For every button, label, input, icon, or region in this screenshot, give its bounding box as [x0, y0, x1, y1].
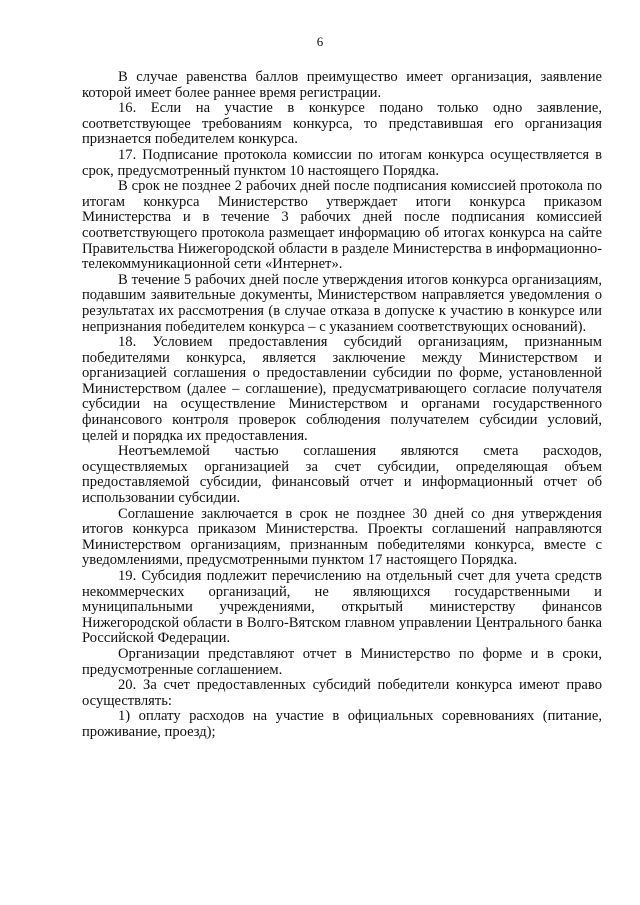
paragraph-agreement-term: Соглашение заключается в срок не позднее 30 дней со дня утверждения итогов конкурса приказом Министерства. Проекты соглашений направляются Министерством организациям, признанным победителями конкурса, вместе с уведомлениями, предусмотренными пунктом 17 настоящего Порядка. — [82, 505, 602, 569]
paragraph-17: 17. Подписание протокола комиссии по итогам конкурса осуществляется в срок, предусмотренный пунктом 10 настоящего Порядка. — [82, 146, 602, 179]
document-body — [82, 70, 602, 741]
paragraph-reports: Организации представляют отчет в Министерство по форме и в сроки, предусмотренные соглашением. — [82, 645, 602, 678]
paragraph-notifications: В течение 5 рабочих дней после утверждения итогов конкурса организациям, подавшим заявительные документы, Министерством направляется уведомления о результатах их рассмотрения (в случае отказа в допуске к участию в конкурсе или непризнания победителем конкурса – с указанием соответствующих оснований). — [82, 271, 602, 335]
paragraph-20: 20. За счет предоставленных субсидий победители конкурса имеют право осуществлять: — [82, 677, 602, 709]
paragraph-19: 19. Субсидия подлежит перечислению на отдельный счет для учета средств некоммерческих организаций, не являющихся государственными и муниципальными учреждениями, открытый министерству финансов Нижегородской области в Волго-Вятском главном управлении Центрального банка Российской Федерации. — [82, 568, 602, 647]
paragraph-16: 16. Если на участие в конкурсе подано только одно заявление, соответствующее требованиям конкурса, то представившая его организация признается победителем конкурса. — [82, 100, 602, 148]
paragraph-tie-rule: В случае равенства баллов преимущество имеет организация, заявление которой имеет более раннее время регистрации. — [82, 69, 602, 101]
paragraph-results-approval: В срок не позднее 2 рабочих дней после подписания комиссией протокола по итогам конкурса Министерство утверждает итоги конкурса приказом Министерства и в течение 3 рабочих дней после подписания комиссией соответствующего протокола размещает информацию об итогах конкурса на сайте Правительства Нижегородской области в разделе Министерства в информационно-телекоммуникационной сети «Интернет». — [82, 178, 602, 273]
paragraph-20-item-1: 1) оплату расходов на участие в официальных соревнованиях (питание, проживание, проезд); — [82, 708, 602, 740]
paragraph-18: 18. Условием предоставления субсидий организациям, признанным победителями конкурса, является заключение между Министерством и организацией соглашения о предоставлении субсидии по форме, установленной Министерством (далее – соглашение), предусматривающего согласие получателя субсидии на осуществление Министерством и органами государственного финансового контроля проверок соблюдения получателем субсидии условий, целей и порядка их предоставления. — [82, 334, 602, 444]
paragraph-agreement-parts: Неотъемлемой частью соглашения являются смета расходов, осуществляемых организацией за счет субсидии, определяющая объем предоставляемой субсидии, финансовый отчет и информационный отчет об использовании субсидии. — [82, 443, 602, 507]
page-number: 6 — [316, 34, 324, 49]
